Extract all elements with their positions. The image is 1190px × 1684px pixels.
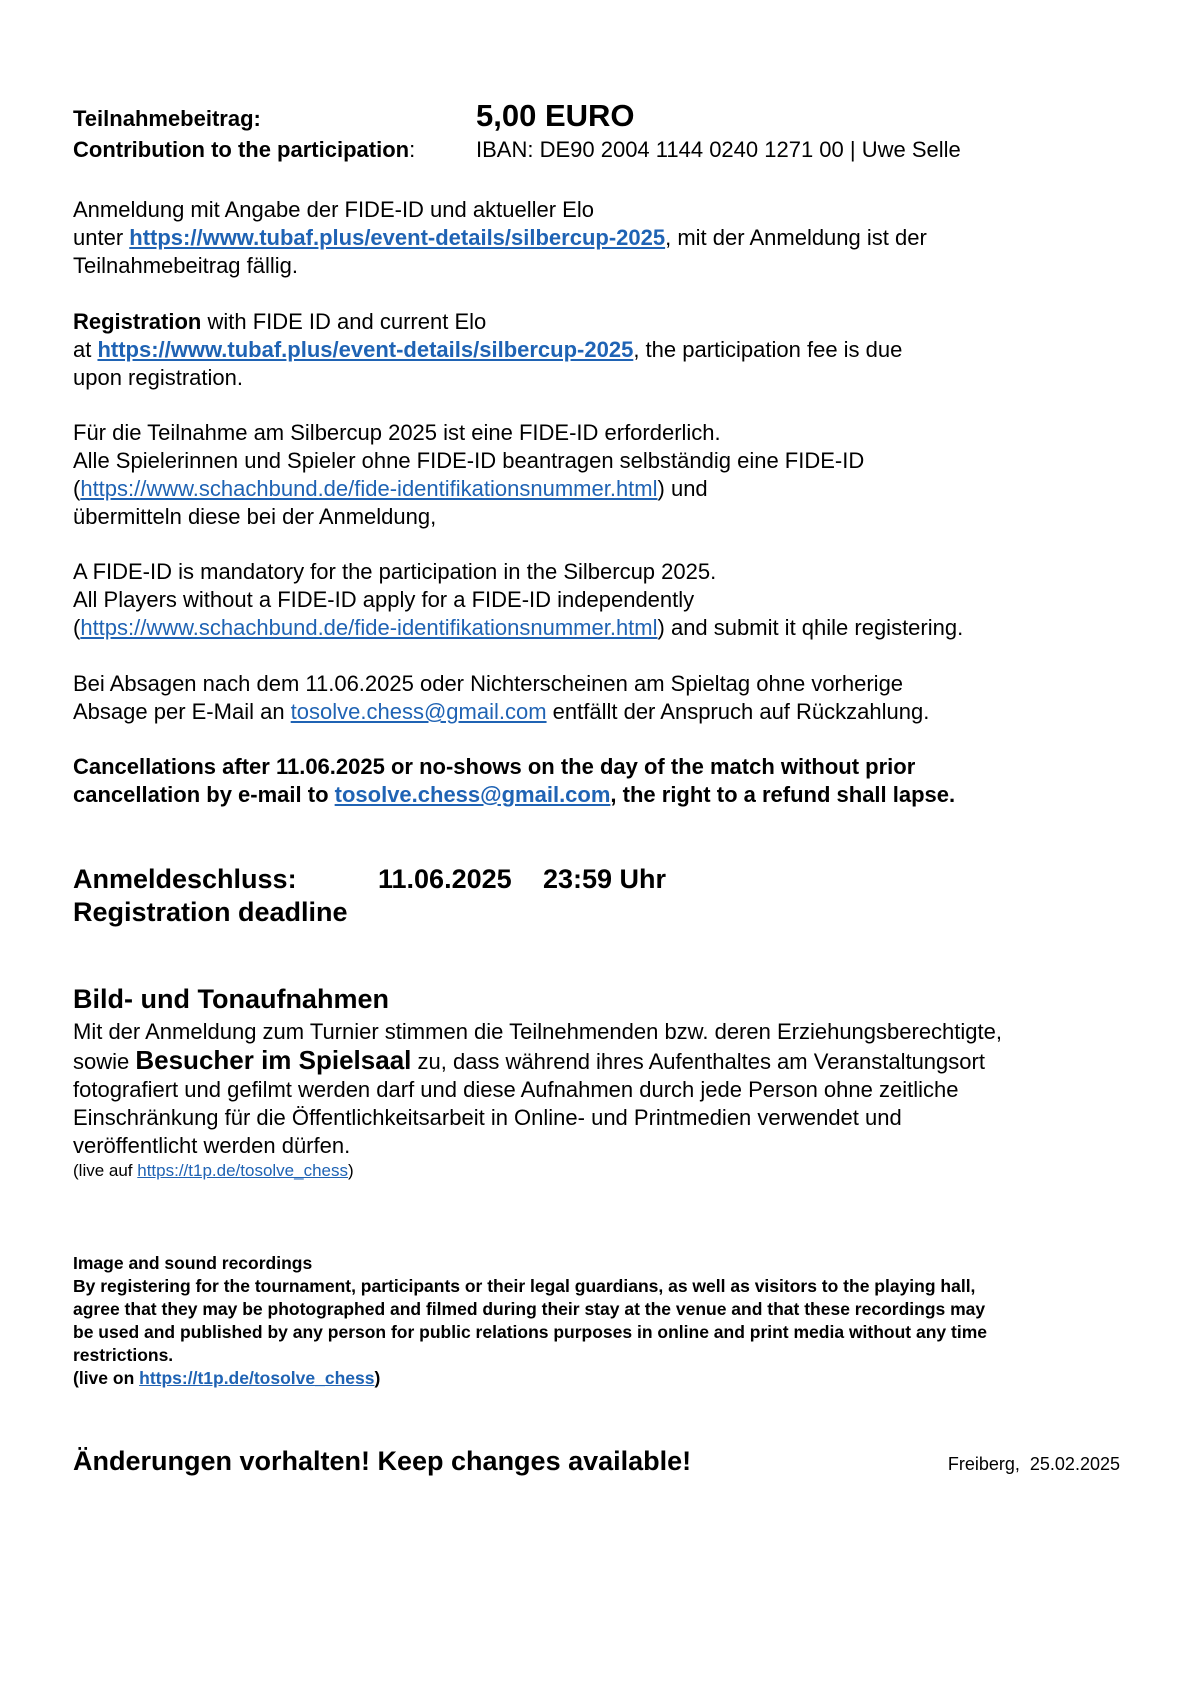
reg-en-line1 [73, 308, 1123, 336]
fide-en-link[interactable]: https://www.schachbund.de/fide-identifikationsnummer.html [80, 615, 658, 640]
cancellation-en [73, 753, 1123, 809]
media-de-line4: Einschränkung für die Öffentlichkeitsarbeit in Online- und Printmedien verwendet und [73, 1105, 902, 1130]
media-de-live-post: ) [348, 1161, 354, 1180]
reg-de-line1: Anmeldung mit Angabe der FIDE-ID und aktueller Elo [73, 197, 594, 222]
media-de-line1: Mit der Anmeldung zum Turnier stimmen die Teilnehmenden bzw. deren Erziehungsberechtigte, [73, 1019, 1002, 1044]
cancel-en-line1: Cancellations after 11.06.2025 or no-shows on the day of the match without prior [73, 754, 916, 779]
changes-notice: Änderungen vorhalten! Keep changes available! [73, 1446, 692, 1476]
media-de-live [73, 1160, 1123, 1182]
deadline-label-en: Registration deadline [73, 897, 348, 927]
reg-de-line2 [73, 224, 1123, 252]
cancel-de-post: entfällt der Anspruch auf Rückzahlung. [546, 699, 930, 724]
media-de-live-pre: (live auf [73, 1161, 138, 1180]
reg-de-pre: unter [73, 225, 130, 250]
fee-iban: IBAN: DE90 2004 1144 0240 1271 00 | Uwe Selle [476, 137, 961, 162]
fide-en-close: ) and submit it qhile registering. [657, 615, 964, 640]
media-en [73, 1252, 1123, 1390]
media-de-line2-post: zu, dass während ihres Aufenthaltes am Veranstaltungsort [411, 1049, 985, 1074]
media-en-live-pre: (live on [73, 1368, 140, 1388]
fide-de-close: ) und [657, 476, 708, 501]
reg-de-line3: Teilnahmebeitrag fällig. [73, 253, 299, 278]
fide-en-line3 [73, 614, 1123, 642]
media-en-heading: Image and sound recordings [73, 1253, 313, 1273]
media-de [73, 1018, 1123, 1182]
fide-de-open: ( [73, 476, 81, 501]
media-en-line3: be used and published by any person for public relations purposes in online and print media without any time [73, 1322, 987, 1342]
fide-de-link[interactable]: https://www.schachbund.de/fide-identifikationsnummer.html [80, 476, 658, 501]
cancel-de-email[interactable]: tosolve.chess@gmail.com [290, 699, 547, 724]
reg-en-post: , the participation fee is due [633, 337, 903, 362]
media-de-line2 [73, 1046, 1123, 1076]
reg-en-line3: upon registration. [73, 365, 243, 390]
reg-de-link[interactable]: https://www.tubaf.plus/event-details/silbercup-2025 [129, 225, 666, 250]
fide-de-line2: Alle Spielerinnen und Spieler ohne FIDE-ID beantragen selbständig eine FIDE-ID [73, 448, 865, 473]
media-de-line2-big: Besucher im Spielsaal [135, 1045, 412, 1075]
media-de-line5: veröffentlicht werden dürfen. [73, 1133, 351, 1158]
fee-label-en [73, 137, 415, 163]
registration-en [73, 308, 1123, 392]
fide-en-line2: All Players without a FIDE-ID apply for a FIDE-ID independently [73, 587, 695, 612]
reg-en-line2 [73, 336, 1123, 364]
fee-label-de: Teilnahmebeitrag: [73, 106, 261, 131]
fide-de-line3 [73, 475, 1123, 503]
cancellation-de [73, 670, 1123, 726]
deadline-date: 11.06.2025 [378, 864, 512, 894]
media-en-line4: restrictions. [73, 1345, 174, 1365]
reg-en-pre: at [73, 337, 98, 362]
media-de-live-link[interactable]: https://t1p.de/tosolve_chess [137, 1161, 348, 1180]
fide-en-open: ( [73, 615, 81, 640]
cancel-de-pre: Absage per E-Mail an [73, 699, 291, 724]
fide-de [73, 419, 1123, 531]
fee-colon: : [409, 137, 416, 162]
media-en-line2: agree that they may be photographed and filmed during their stay at the venue and that these recordings may [73, 1299, 986, 1319]
fee-amount: 5,00 EURO [476, 98, 635, 133]
media-de-line3: fotografiert und gefilmt werden darf und diese Aufnahmen durch jede Person ohne zeitliche [73, 1077, 959, 1102]
reg-en-link[interactable]: https://www.tubaf.plus/event-details/silbercup-2025 [97, 337, 634, 362]
deadline-time: 23:59 Uhr [543, 864, 667, 894]
place-date: Freiberg, 25.02.2025 [947, 1454, 1120, 1474]
media-de-line2-pre: sowie [73, 1049, 136, 1074]
fide-de-line1: Für die Teilnahme am Silbercup 2025 ist eine FIDE-ID erforderlich. [73, 420, 721, 445]
reg-en-bold: Registration [73, 309, 202, 334]
media-de-heading: Bild- und Tonaufnahmen [73, 984, 389, 1014]
cancel-en-email[interactable]: tosolve.chess@gmail.com [334, 782, 611, 807]
fide-de-line4: übermitteln diese bei der Anmeldung, [73, 504, 437, 529]
deadline-label-de: Anmeldeschluss: [73, 864, 297, 894]
media-en-live [73, 1367, 1123, 1390]
media-en-live-post: ) [374, 1368, 381, 1388]
cancel-en-line2 [73, 781, 1123, 809]
registration-de [73, 196, 1123, 280]
cancel-de-line1: Bei Absagen nach dem 11.06.2025 oder Nichterscheinen am Spieltag ohne vorherige [73, 671, 904, 696]
reg-en-line1-text: with FIDE ID and current Elo [201, 309, 487, 334]
reg-de-post: , mit der Anmeldung ist der [665, 225, 927, 250]
fide-en [73, 558, 1123, 642]
cancel-en-pre: cancellation by e-mail to [73, 782, 335, 807]
cancel-en-post: , the right to a refund shall lapse. [610, 782, 956, 807]
fide-en-line1: A FIDE-ID is mandatory for the participation in the Silbercup 2025. [73, 559, 717, 584]
fee-label-en-text: Contribution to the participation [73, 137, 410, 162]
media-en-live-link[interactable]: https://t1p.de/tosolve_chess [139, 1368, 375, 1388]
cancel-de-line2 [73, 698, 1123, 726]
media-en-line1: By registering for the tournament, participants or their legal guardians, as well as visitors to the playing hall, [73, 1276, 976, 1296]
